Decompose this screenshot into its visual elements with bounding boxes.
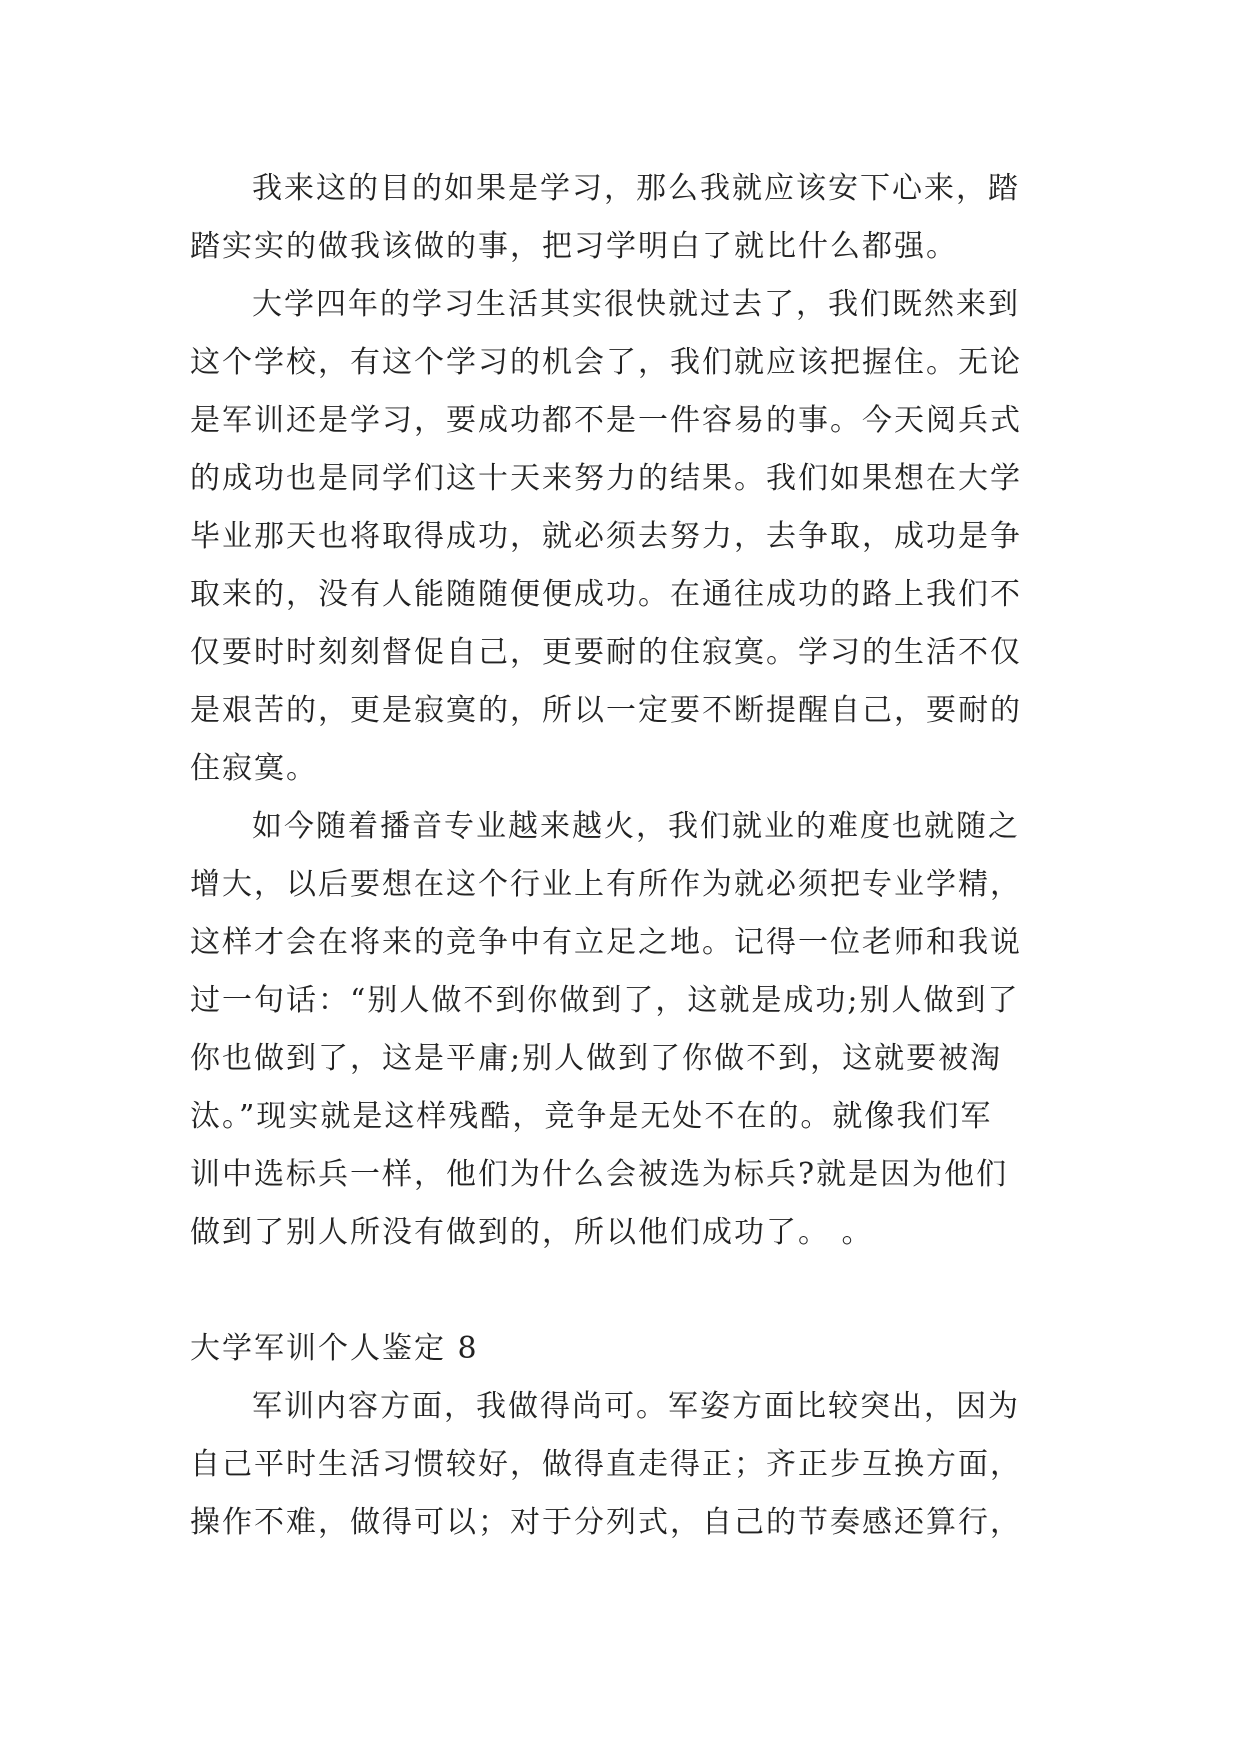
paragraph-line: 取来的，没有人能随随便便成功。在通往成功的路上我们不 xyxy=(190,577,1022,612)
paragraph-line: 这样才会在将来的竞争中有立足之地。记得一位老师和我说 xyxy=(190,925,1022,960)
section-title: 大学军训个人鉴定 8 xyxy=(190,1331,479,1366)
paragraph-line: 训中选标兵一样，他们为什么会被选为标兵?就是因为他们 xyxy=(190,1157,1009,1192)
paragraph-line: 是艰苦的，更是寂寞的，所以一定要不断提醒自己，要耐的 xyxy=(190,693,1022,728)
paragraph-line: 是军训还是学习，要成功都不是一件容易的事。今天阅兵式 xyxy=(190,403,1022,438)
paragraph-line: 踏实实的做我该做的事，把习学明白了就比什么都强。 xyxy=(190,229,958,264)
paragraph-line: 做到了别人所没有做到的，所以他们成功了。 。 xyxy=(190,1215,874,1250)
paragraph-line: 过一句话：“别人做不到你做到了，这就是成功;别人做到了 xyxy=(190,983,1020,1018)
paragraph-line: 汰。”现实就是这样残酷，竞争是无处不在的。就像我们军 xyxy=(190,1099,993,1134)
paragraph-line: 如今随着播音专业越来越火，我们就业的难度也就随之 xyxy=(252,809,1020,844)
paragraph-line: 自己平时生活习惯较好，做得直走得正；齐正步互换方面， xyxy=(190,1447,1022,1482)
paragraph-line: 毕业那天也将取得成功，就必须去努力，去争取，成功是争 xyxy=(190,519,1022,554)
paragraph-line: 的成功也是同学们这十天来努力的结果。我们如果想在大学 xyxy=(190,461,1022,496)
paragraph-line: 住寂寞。 xyxy=(190,751,318,786)
paragraph-line: 我来这的目的如果是学习，那么我就应该安下心来，踏 xyxy=(252,171,1020,206)
paragraph-line: 你也做到了，这是平庸;别人做到了你做不到，这就要被淘 xyxy=(190,1041,1003,1076)
paragraph-line: 大学四年的学习生活其实很快就过去了，我们既然来到 xyxy=(252,287,1020,322)
paragraph-line: 仅要时时刻刻督促自己，更要耐的住寂寞。学习的生活不仅 xyxy=(190,635,1022,670)
paragraph-line: 军训内容方面，我做得尚可。军姿方面比较突出，因为 xyxy=(252,1389,1020,1424)
paragraph-line: 操作不难，做得可以；对于分列式，自己的节奏感还算行， xyxy=(190,1505,1022,1540)
paragraph-line: 增大，以后要想在这个行业上有所作为就必须把专业学精， xyxy=(190,867,1022,902)
document-body xyxy=(190,160,1050,1552)
paragraph-line: 这个学校，有这个学习的机会了，我们就应该把握住。无论 xyxy=(190,345,1022,380)
